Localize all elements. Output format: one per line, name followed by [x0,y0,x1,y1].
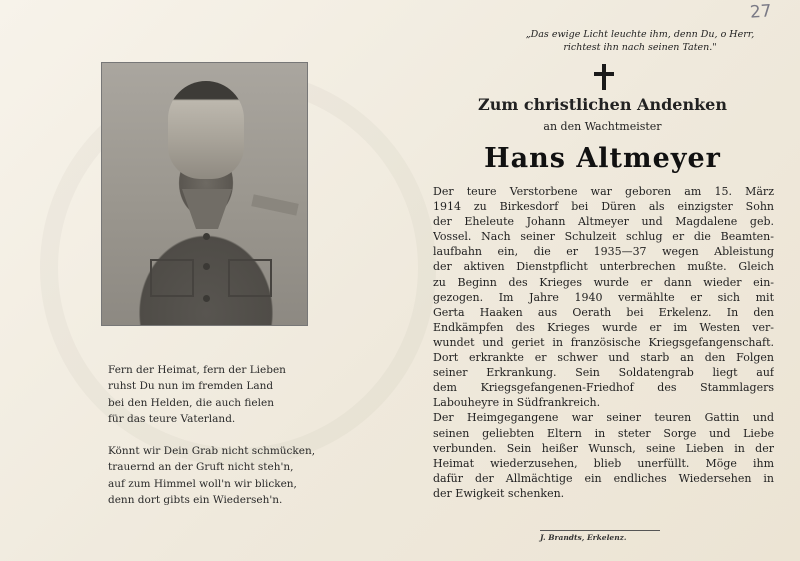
verse-line: richtest ihn nach seinen Taten." [563,42,717,53]
poem-line: Könnt wir Dein Grab nicht schmücken, [108,445,316,457]
portrait-head [168,81,244,179]
poem-line: auf zum Himmel woll'n wir blicken, [108,477,297,490]
biography-line: gezogen. Im Jahre 1940 vermählte er sich mit [433,290,774,304]
verse-line: „Das ewige Licht leuchte ihm, denn Du, o Herr, [525,29,755,40]
biography-line: verbunden. Sein heißer Wunsch, seine Lieben in der [433,441,774,455]
biography-line: Labouheyre in Südfrankreich. [433,396,601,410]
portrait-pocket-left [150,259,194,297]
biography-line: 1914 zu Birkesdorf bei Düren als einzigster Sohn [433,200,774,214]
poem-line: für das teure Vaterland. [108,412,236,425]
biography-line: laufbahn ein, die er 1935—37 wegen Ableistung [433,245,774,259]
biography-line: der aktiven Dienstpflicht unterbrechen mußte. Gleich [433,260,774,274]
portrait-pocket-right [228,259,272,297]
biography-line: zu Beginn des Krieges wurde er dann wieder ein- [433,275,774,289]
deceased-name: Hans Altmeyer [484,143,721,174]
portrait-button [203,295,210,302]
poem-stanza-1 [108,362,368,427]
biography-line: Vossel. Nach seiner Schulzeit schlug er die Beamten- [433,230,774,244]
biography-line: seinen geliebten Eltern in steter Sorge und Liebe [433,426,774,440]
bible-verse [505,28,775,54]
portrait-collar [182,189,232,229]
biography-line: Heimat wiederzusehen, blieb unerfüllt. Möge ihm [433,456,774,470]
portrait-photo [101,62,308,326]
biography-line: Endkämpfen des Krieges wurde er im Westen ver- [433,320,774,334]
biography-line: der Ewigkeit schenken. [433,486,565,500]
biography-line: Der Heimgegangene war seiner teuren Gattin und [433,411,774,425]
portrait-button [203,263,210,270]
biography-line: seiner Erkrankung. Sein Soldatengrab liegt auf [433,366,774,380]
portrait-shoulder-strap [251,194,298,215]
cross-icon [590,63,618,91]
poem-stanza-2 [108,443,368,508]
memorial-heading: Zum christlichen Andenken [478,95,727,114]
printer-rule [540,530,660,531]
portrait-button [203,233,210,240]
poem-line: trauernd an der Gruft nicht steh'n, [108,461,294,474]
poem-line: bei den Helden, die auch fielen [108,396,274,409]
biography-line: dem Kriegsgefangenen-Friedhof des Stammlagers [433,381,774,395]
biography [433,184,774,501]
poem-line: ruhst Du nun im fremden Land [108,380,274,393]
rank-line: an den Wachtmeister [543,120,662,133]
pencil-number: 27 [749,1,773,23]
printer-credit: J. Brandts, Erkelenz. [540,533,627,542]
biography-line: Gerta Haaken aus Oerath bei Erkelenz. In den [433,305,774,319]
biography-line: Dort erkrankte er schwer und starb an den Folgen [433,351,774,365]
poem-line: Fern der Heimat, fern der Lieben [108,364,286,376]
biography-line: dafür der Allmächtige ein endliches Wiedersehen in [433,471,774,485]
biography-line: wundet und geriet in französische Kriegsgefangenschaft. [433,335,774,349]
biography-line: Der teure Verstorbene war geboren am 15. März [433,185,774,198]
biography-line: der Eheleute Johann Altmeyer und Magdalene geb. [433,215,774,229]
poem-line: denn dort gibts ein Wiederseh'n. [108,493,283,506]
